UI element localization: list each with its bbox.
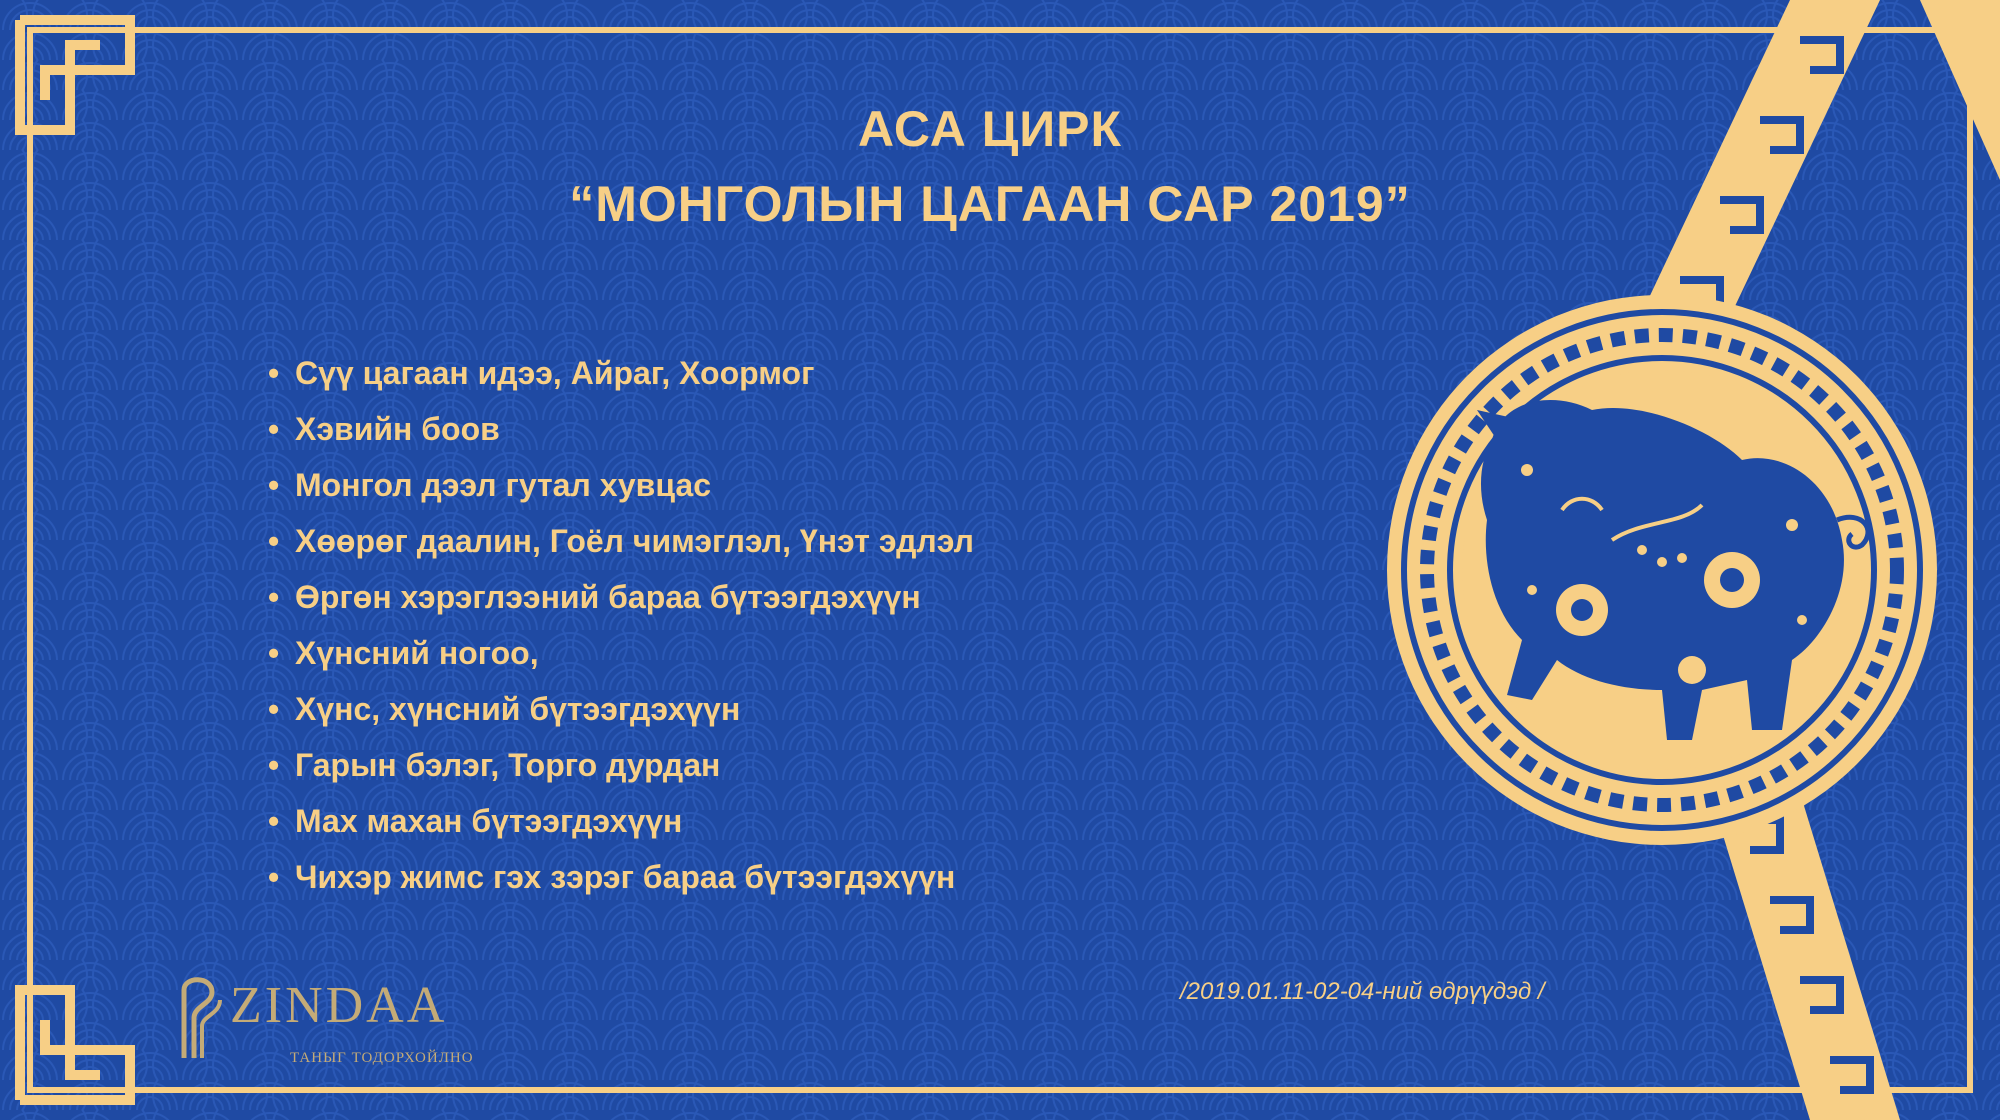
list-item: • Хөөрөг даалин, Гоёл чимэглэл, Үнэт эдлэл (268, 513, 974, 569)
page-title-line-2: “МОНГОЛЫН ЦАГААН САР 2019” (569, 176, 1411, 232)
list-item: • Өргөн хэрэглээний бараа бүтээгдэхүүн (268, 569, 974, 625)
list-item: • Хүнсний ногоо, (268, 625, 974, 681)
list-item: • Мах махан бүтээгдэхүүн (268, 793, 974, 849)
date-note: /2019.01.11-02-04-ний өдрүүдэд / (1180, 978, 1545, 1005)
list-item: • Сүү цагаан идээ, Айраг, Хоормог (268, 345, 974, 401)
zindaa-logo-icon (172, 970, 230, 1066)
pig-zodiac-icon (1382, 290, 1942, 850)
list-item: • Монгол дээл гутал хувцас (268, 457, 974, 513)
logo-tagline: ТАНЫГ ТОДОРХОЙЛНО (290, 1050, 474, 1066)
zindaa-logo (172, 970, 492, 1070)
product-list (268, 345, 974, 905)
list-item: • Хэвийн боов (268, 401, 974, 457)
corner-knot-bottom-left (20, 990, 130, 1100)
logo-name: ZINDAA (230, 977, 448, 1034)
list-item: • Гарын бэлэг, Торго дурдан (268, 737, 974, 793)
list-item: • Чихэр жимс гэх зэрэг бараа бүтээгдэхүүн (268, 849, 974, 905)
page-title-line-1: АСА ЦИРК (857, 101, 1123, 157)
list-item: • Хүнс, хүнсний бүтээгдэхүүн (268, 681, 974, 737)
